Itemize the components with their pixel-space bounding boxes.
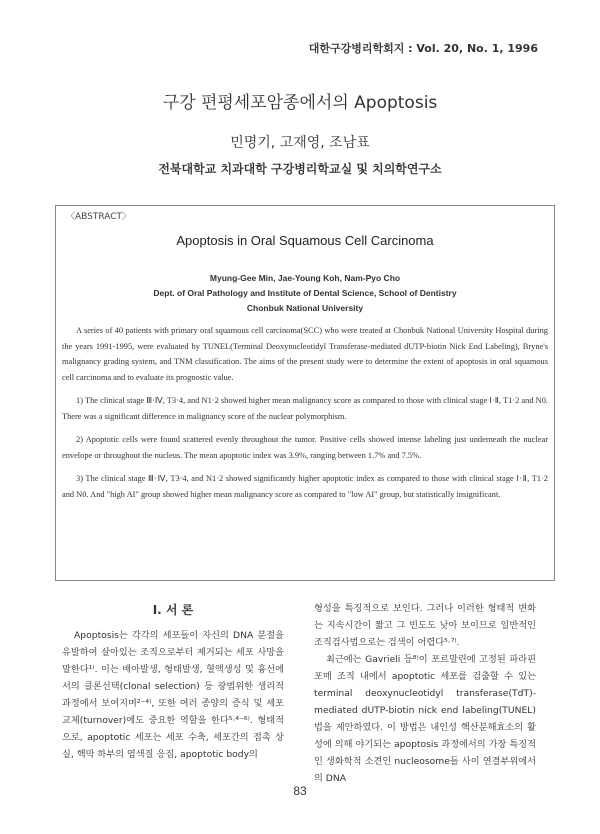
body-paragraph: Apoptosis는 각각의 세포들이 자신의 DNA 분절을 유발하여 살아있는 조직으로부터 제거되는 세포 사망을 말한다¹⁾. 이는 배아발생, 형태발생, 혈액생성 및 흉선에서의 클론선택(clonal selection) 등 광범위한 생리적 과정에서 보여지며²⁻⁴⁾, 또한 여러 종양의 증식 및 세포 교체(turnover)에도 중요한 역할을 한다⁵·⁴⁻⁶⁾. 형태적으로, apoptotic 세포는 세포 수축, 세포간의 접촉 상실, 핵막 하부의 염색질 응집, apoptotic body의	[62, 630, 284, 760]
body-column-left	[62, 600, 284, 763]
author-list: 민명기, 고재영, 조남표	[230, 135, 370, 151]
english-department: Dept. of Oral Pathology and Institute of Dental Science, School of Dentistry	[153, 288, 457, 298]
english-authors: Myung-Gee Min, Jae-Young Koh, Nam-Pyo Cho	[209, 273, 401, 283]
abstract-paragraph: 3) The clinical stage Ⅲ·Ⅳ, T3·4, and N1·2 showed significantly higher apoptotic index as compared to those with clinical stage Ⅰ·Ⅱ, T1·2 and N0. And "high AI" group showed higher mean malignancy score as compared to "low AI" group, but statistically insignificant.	[62, 474, 548, 499]
paper-title: 구강 편평세포암종에서의 Apoptosis	[162, 93, 438, 113]
abstract-paragraph: 1) The clinical stage Ⅲ·Ⅳ, T3·4, and N1·2 showed higher mean malignancy score as compared to those with clinical stage Ⅰ·Ⅱ, T1·2 and N0. There was a significant difference in malignancy score of the nuclear polymorphism.	[62, 396, 548, 421]
english-university: Chonbuk National University	[246, 303, 364, 313]
body-column-right	[314, 600, 536, 787]
abstract-label: 〈ABSTRACT〉	[66, 212, 132, 222]
body-paragraph: 형성을 특징적으로 보인다. 그러나 이러한 형태적 변화는 지속시간이 짧고 그 빈도도 낮아 보이므로 일반적인 조직검사법으로는 검색이 어렵다⁵·⁷⁾.	[314, 603, 536, 648]
journal-header: 대한구강병리학회지 : Vol. 20, No. 1, 1996	[308, 42, 538, 55]
english-author-info	[56, 271, 554, 316]
body-paragraph: 최근에는 Gavrieli 등⁸⁾이 포르말린에 고정된 파라핀 포매 조직 내에서 apoptotic 세포를 검출할 수 있는 terminal deoxynucleotidyl transferase(TdT)-mediated dUTP-biotin nick end labeling(TUNEL) 법을 제안하였다. 이 방법은 내인성 핵산분해효소의 활성에 의해 야기되는 apoptosis 과정에서의 가장 특징적인 생화학적 소견인 nucleosome들 사이 연결부위에서의 DNA	[314, 654, 536, 784]
english-title: Apoptosis in Oral Squamous Cell Carcinoma	[176, 233, 434, 248]
section-heading: Ⅰ. 서 론	[152, 603, 194, 617]
abstract-paragraph: A series of 40 patients with primary oral squamous cell carcinoma(SCC) who were treated at Chonbuk National University Hospital during the years 1991-1995, were evaluated by TUNEL(Terminal Deoxynucleotidyl Transferase-mediated dUTP-biotin Nick End Labeling), Bryne's malignancy grading system, and TNM classification. The aims of the present study were to determine the extent of apoptosis in oral squamous cell carcinoma and to evaluate its prognostic value.	[62, 326, 548, 382]
abstract-paragraph: 2) Apoptotic cells were found scattered evenly throughout the tumor. Positive cells showed intense labeling just underneath the nuclear envelope or throughout the nucleus. The mean apoptotic index was 3.9%, ranging between 1.7% and 7.5%.	[62, 435, 548, 460]
affiliation: 전북대학교 치과대학 구강병리학교실 및 치의학연구소	[158, 162, 442, 176]
abstract-box	[55, 205, 555, 581]
abstract-body	[62, 323, 548, 510]
page-number: 83	[293, 784, 307, 798]
